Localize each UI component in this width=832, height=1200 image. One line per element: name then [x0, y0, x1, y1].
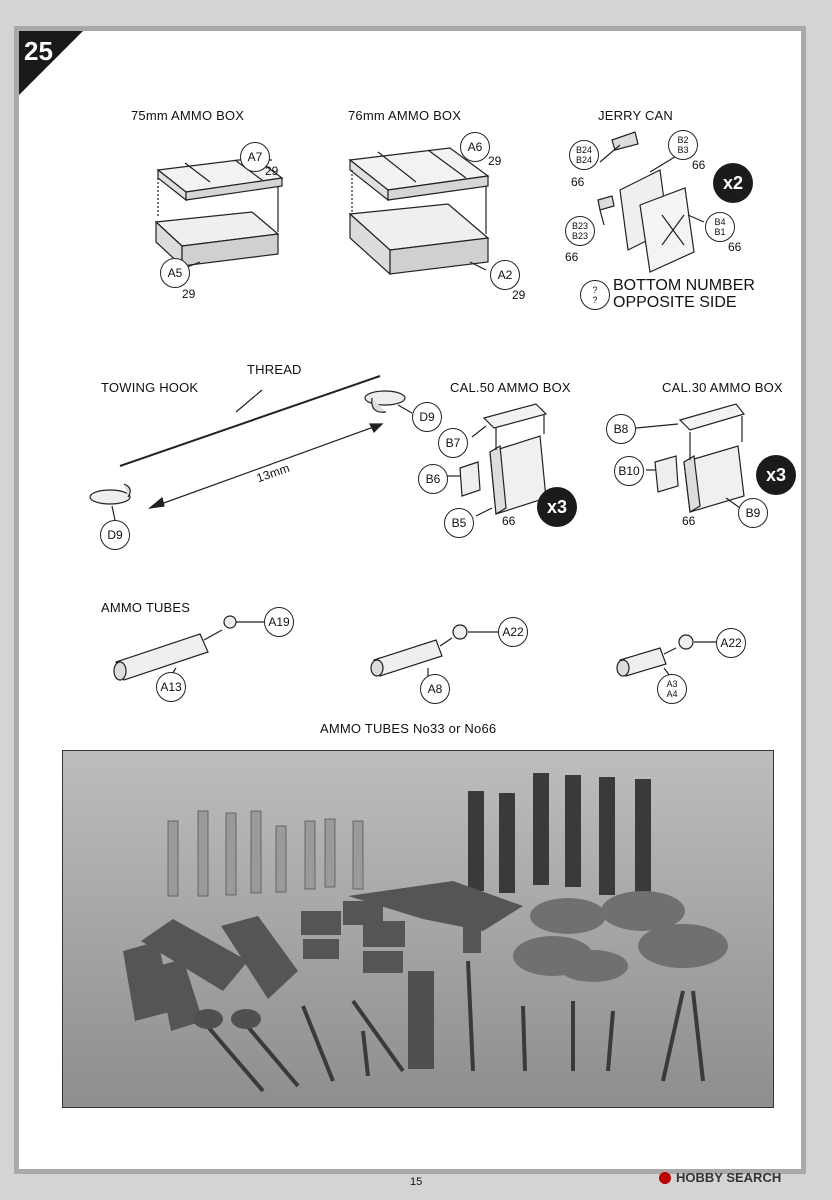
ammo76-title: 76mm AMMO BOX [348, 108, 462, 123]
thread-length-label: 13mm [254, 460, 292, 486]
cal30-code: 66 [682, 514, 696, 528]
ammo-tubes-caption: AMMO TUBES No33 or No66 [320, 721, 497, 736]
hobby-search-logo-icon [659, 1172, 671, 1184]
part-callout-cal30-b9: B9 [738, 498, 768, 528]
cal50-title: CAL.50 AMMO BOX [450, 380, 571, 395]
page-number: 15 [410, 1176, 423, 1188]
bottom-number-note-line2: OPPOSITE SIDE [613, 294, 737, 311]
jerry-can-multiplier-badge: x2 [713, 163, 753, 203]
part-callout-ammo75-base: A5 [160, 258, 190, 288]
cal30-multiplier-badge: x3 [756, 455, 796, 495]
part-callout-tube1-cap: A19 [264, 607, 294, 637]
part-callout-ammo76-lid: A6 [460, 132, 490, 162]
part-callout-cal50-b6: B6 [418, 464, 448, 494]
part-callout-cal50-b5: B5 [444, 508, 474, 538]
part-callout-tube2-cap: A22 [498, 617, 528, 647]
part-callout-tube3-cap: A22 [716, 628, 746, 658]
cal50-drawing [447, 404, 546, 516]
part-callout-tube1-body: A13 [156, 672, 186, 702]
cal30-drawing [636, 404, 744, 512]
part-callout-jerry-b2b3: B2 B3 [668, 130, 698, 160]
jerry-b4b1-code: 66 [728, 240, 742, 254]
ammo76-base-drawing [350, 204, 488, 274]
part-callout-tube3-body: A3 A4 [657, 674, 687, 704]
cal50-multiplier-badge: x3 [537, 487, 577, 527]
part-callout-jerry-b23: B23 B23 [565, 216, 595, 246]
step-number: 25 [24, 36, 53, 66]
ammo75-title: 75mm AMMO BOX [131, 108, 245, 123]
ammo76-lid-code: 29 [488, 154, 502, 168]
ammo75-base-code: 29 [182, 287, 196, 301]
part-callout-ammo76-base: A2 [490, 260, 520, 290]
cal50-code: 66 [502, 514, 516, 528]
jerry-can-title: JERRY CAN [598, 108, 674, 123]
part-callout-ammo75-lid: A7 [240, 142, 270, 172]
finished-parts-photo [62, 750, 774, 1108]
part-callout-cal30-b10: B10 [614, 456, 644, 486]
finished-parts-illustration [63, 751, 773, 1107]
part-callout-jerry-b24: B24 B24 [569, 140, 599, 170]
part-callout-towing-right: D9 [412, 402, 442, 432]
ammo-tubes-title: AMMO TUBES [101, 600, 191, 615]
part-callout-towing-left: D9 [100, 520, 130, 550]
towing-hook-title: TOWING HOOK [101, 380, 199, 395]
ammo-tube-3-drawing [617, 635, 716, 676]
part-callout-tube2-body: A8 [420, 674, 450, 704]
jerry-b23-code: 66 [565, 250, 579, 264]
cal30-title: CAL.30 AMMO BOX [662, 380, 783, 395]
bottom-number-note-line1: BOTTOM NUMBER [613, 277, 755, 294]
ammo-tube-1-drawing [114, 616, 264, 680]
jerry-b24-code: 66 [571, 175, 585, 189]
thread-label: THREAD [247, 362, 302, 377]
part-callout-cal50-b7: B7 [438, 428, 468, 458]
watermark-brand: HOBBY SEARCH [676, 1170, 782, 1185]
part-callout-jerry-b4b1: B4 B1 [705, 212, 735, 242]
ammo76-base-code: 29 [512, 288, 526, 302]
part-callout-cal30-b8: B8 [606, 414, 636, 444]
ammo75-lid-code: 29 [265, 164, 279, 178]
jerry-b2b3-code: 66 [692, 158, 706, 172]
unknown-part-callout: ? ? [580, 280, 610, 310]
ammo-tube-2-drawing [371, 625, 498, 678]
